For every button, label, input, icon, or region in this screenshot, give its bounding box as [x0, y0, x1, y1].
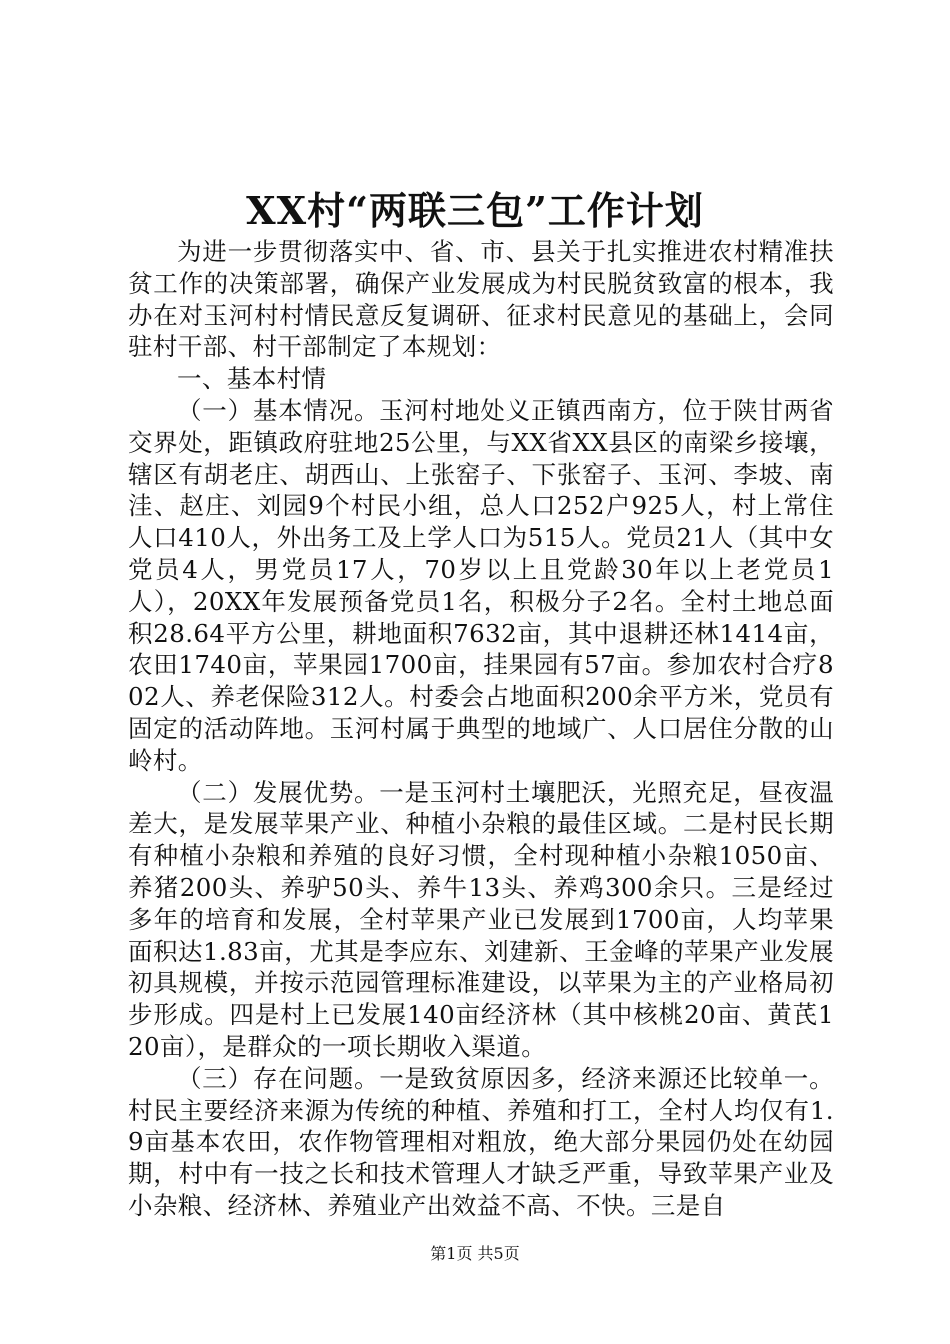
- paragraph-basic-situation: （一）基本情况。玉河村地处义正镇西南方，位于陕甘两省交界处，距镇政府驻地25公里，与XX省XX县区的南梁乡接壤，辖区有胡老庄、胡西山、上张窑子、下张窑子、玉河、李坡、南洼、赵庄、刘园9个村民小组，总人口252户925人，村上常住人口410人，外出务工及上学人口为515人。党员21人（其中女党员4人，男党员17人，70岁以上且党龄30年以上老党员1人），20XX年发展预备党员1名，积极分子2名。全村土地总面积28.64平方公里，耕地面积7632亩，其中退耕还林1414亩，农田1740亩，苹果园1700亩，挂果园有57亩。参加农村合疗802人、养老保险312人。村委会占地面积200余平方米，党员有固定的活动阵地。玉河村属于典型的地域广、人口居住分散的山岭村。: [128, 395, 834, 775]
- page-number-footer: 第1页 共5页: [430, 1244, 520, 1263]
- intro-paragraph: 为进一步贯彻落实中、省、市、县关于扎实推进农村精准扶贫工作的决策部署，确保产业发展成为村民脱贫致富的根本，我办在对玉河村村情民意反复调研、征求村民意见的基础上，会同驻村干部、村干部制定了本规划：: [128, 237, 834, 362]
- document-body: [128, 236, 834, 1222]
- document-title: XX村“两联三包”工作计划: [246, 188, 704, 233]
- paragraph-development-advantages: （二）发展优势。一是玉河村土壤肥沃，光照充足，昼夜温差大，是发展苹果产业、种植小杂粮的最佳区域。二是村民长期有种植小杂粮和养殖的良好习惯，全村现种植小杂粮1050亩、养猪200头、养驴50头、养牛13头、养鸡300余只。三是经过多年的培育和发展，全村苹果产业已发展到1700亩，人均苹果面积达1.83亩，尤其是李应东、刘建新、王金峰的苹果产业发展初具规模，并按示范园管理标准建设，以苹果为主的产业格局初步形成。四是村上已发展140亩经济林（其中核桃20亩、黄芪120亩），是群众的一项长期收入渠道。: [128, 777, 834, 1061]
- section-heading-basic-info: 一、基本村情: [177, 364, 327, 394]
- paragraph-existing-problems: （三）存在问题。一是致贫原因多，经济来源还比较单一。村民主要经济来源为传统的种植、养殖和打工，全村人均仅有1.9亩基本农田，农作物管理相对粗放，绝大部分果园仍处在幼园期，村中有一技之长和技术管理人才缺乏严重，导致苹果产业及小杂粮、经济林、养殖业产出效益不高、不快。三是自: [128, 1063, 834, 1220]
